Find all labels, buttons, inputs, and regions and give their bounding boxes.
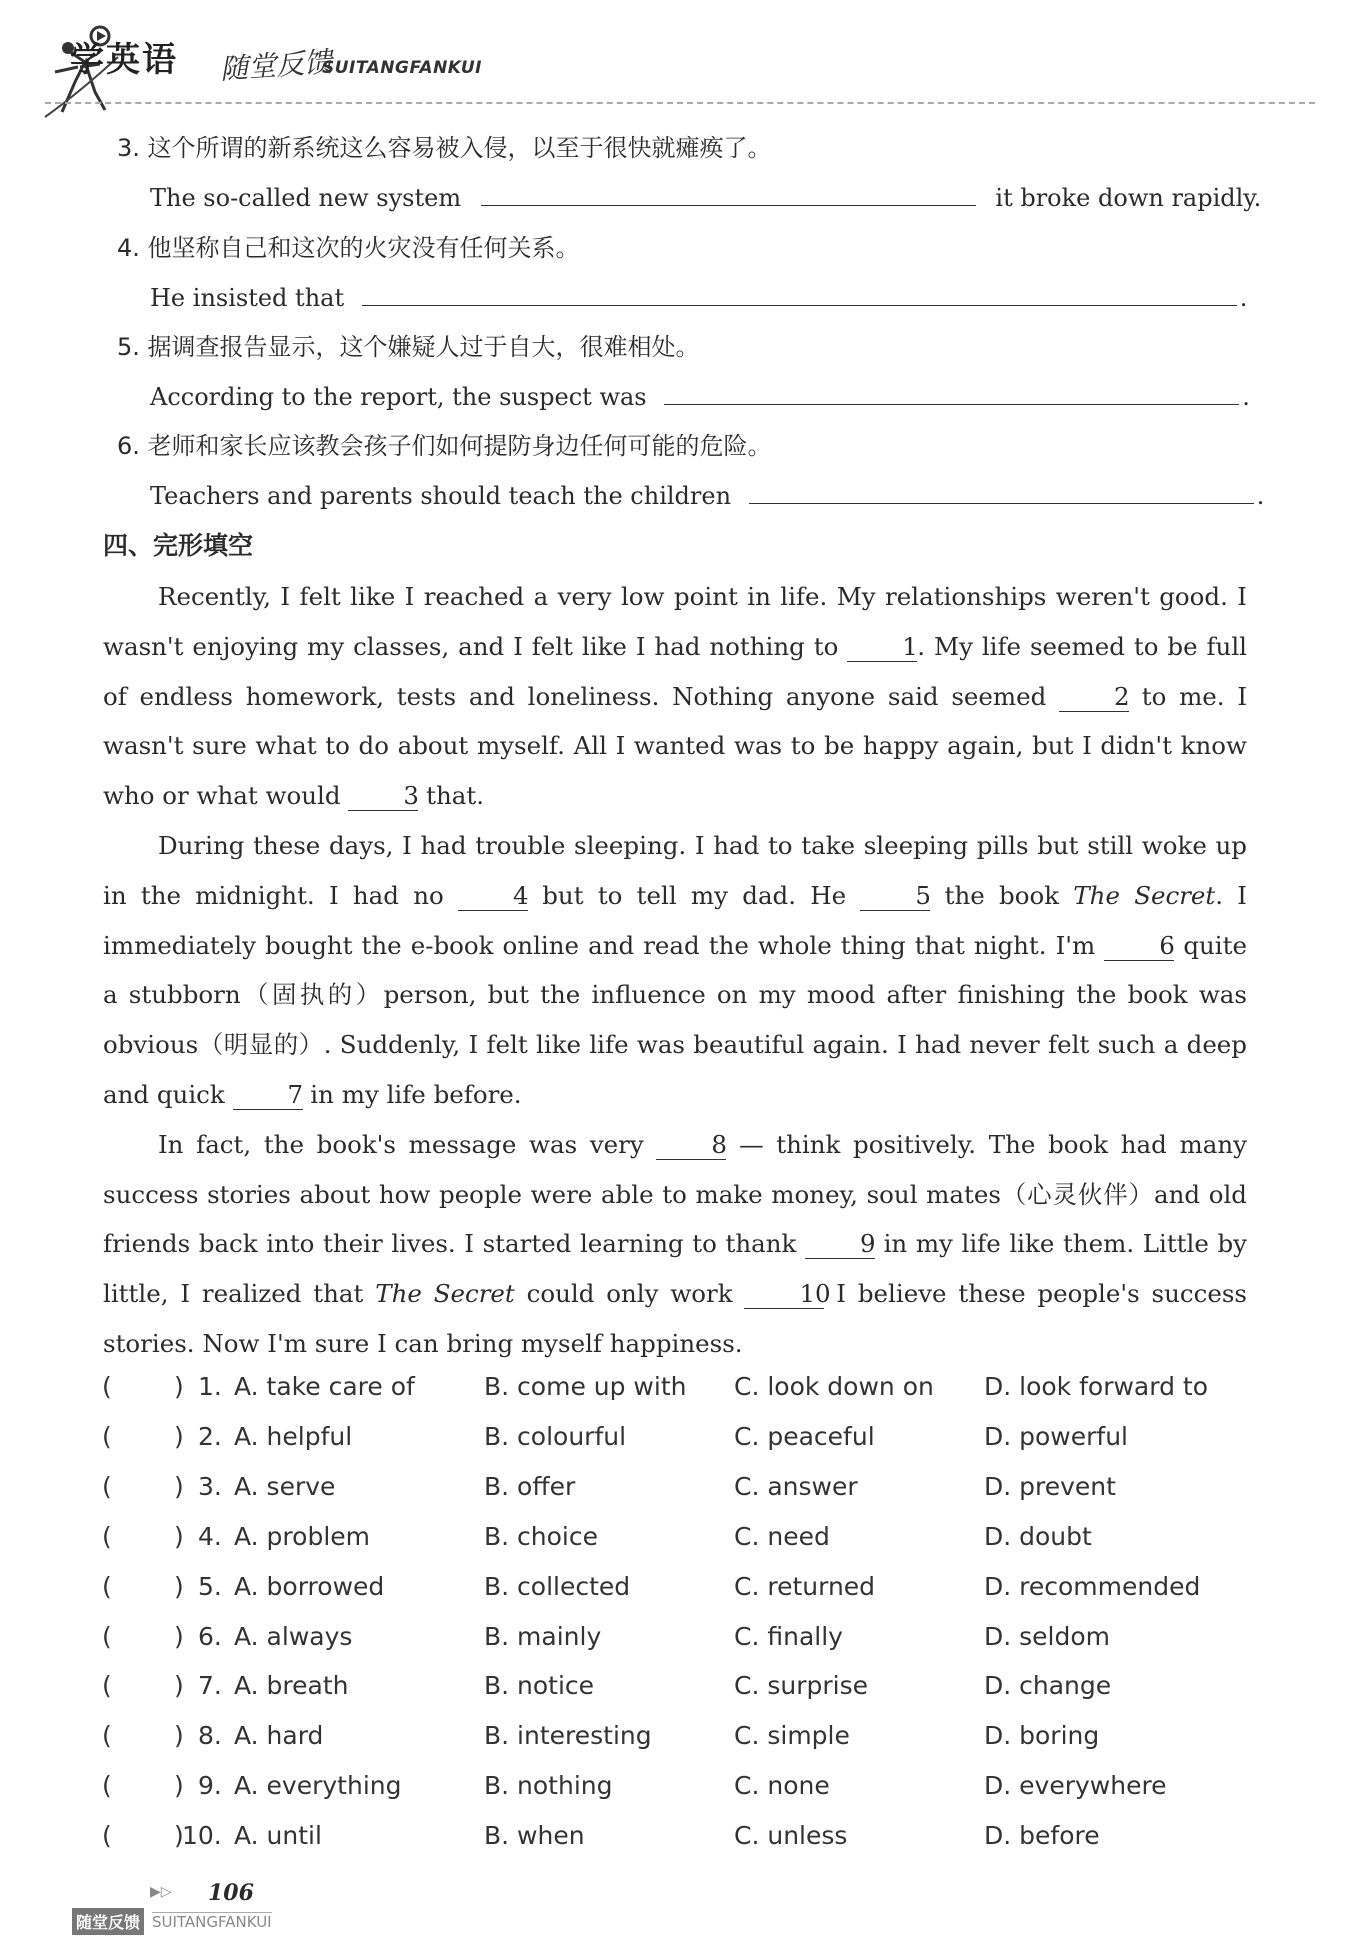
option-d[interactable]: D. everywhere: [984, 1771, 1167, 1801]
answer-bracket-close: ): [174, 1721, 184, 1751]
question-number: 10.: [182, 1821, 222, 1851]
section-title: 四、完形填空: [103, 531, 254, 560]
translation-item-3-en: The so-called new system it broke down rapidly.: [150, 184, 1262, 212]
option-a[interactable]: A. serve: [234, 1471, 336, 1501]
option-a[interactable]: A. helpful: [234, 1421, 353, 1451]
option-b[interactable]: B. come up with: [484, 1372, 687, 1401]
logo-subtitle: 随堂反馈: [219, 45, 334, 86]
option-d[interactable]: D. doubt: [984, 1521, 1092, 1551]
blank-2[interactable]: 2: [1059, 683, 1129, 712]
option-a[interactable]: A. everything: [234, 1771, 402, 1801]
option-c[interactable]: C. unless: [734, 1821, 848, 1851]
translation-item-4-en: He insisted that .: [150, 284, 1248, 312]
answer-blank[interactable]: [749, 481, 1254, 504]
answer-bracket-open[interactable]: (: [102, 1721, 112, 1751]
paragraph-1: Recently, I felt like I reached a very low point in life. My relationships weren't good. I wasn't enjoying my classes, and I felt like I had nothing to 1. My life seemed to be full of endless homework, tests and loneliness. Nothing anyone said seemed 2 to me. I wasn't sure what to do about myself. All I wanted was to be happy again, but I didn't know who or what would 3 that.: [103, 582, 1247, 811]
answer-bracket-close: ): [174, 1671, 184, 1701]
answer-bracket-open[interactable]: (: [102, 1571, 112, 1601]
blank-9[interactable]: 9: [805, 1230, 875, 1259]
question-number: 8.: [198, 1721, 222, 1751]
option-c[interactable]: C. none: [734, 1771, 830, 1801]
option-a[interactable]: A. borrowed: [234, 1571, 385, 1601]
translation-item-4-cn: 4. 他坚称自己和这次的火灾没有任何关系。: [117, 234, 580, 262]
answer-bracket-close: ): [174, 1471, 184, 1501]
blank-5[interactable]: 5: [860, 882, 930, 911]
option-b[interactable]: B. collected: [484, 1571, 631, 1601]
translation-item-5-cn: 5. 据调查报告显示，这个嫌疑人过于自大，很难相处。: [117, 333, 700, 361]
logo-title: 学英语: [70, 40, 178, 80]
question-number: 5.: [198, 1571, 222, 1601]
answer-bracket-open[interactable]: (: [102, 1821, 112, 1851]
answer-bracket-open[interactable]: (: [102, 1521, 112, 1551]
answer-bracket-open[interactable]: (: [102, 1671, 112, 1701]
question-number: 7.: [198, 1671, 222, 1701]
option-d[interactable]: D. recommended: [984, 1571, 1201, 1601]
option-d[interactable]: D. before: [984, 1821, 1100, 1851]
header-divider: [45, 102, 1315, 104]
answer-bracket-close: ): [174, 1771, 184, 1801]
paragraph-2: During these days, I had trouble sleeping. I had to take sleeping pills but still woke up in the midnight. I had no 4 but to tell my dad. He 5 the book The Secret. I immediately bought the e-book online and read the whole thing that night. I'm 6 quite a stubborn（固执的）person, but the influence on my mood after finishing the book was obvious（明显的）. Suddenly, I felt like life was beautiful again. I had never felt such a deep and quick 7 in my life before.: [103, 830, 1247, 1109]
option-row: [102, 1372, 1282, 1412]
answer-bracket-open[interactable]: (: [102, 1771, 112, 1801]
answer-blank[interactable]: [362, 283, 1237, 306]
option-row: [102, 1671, 1282, 1711]
option-b[interactable]: B. when: [484, 1821, 585, 1851]
option-c[interactable]: C. need: [734, 1521, 830, 1551]
translation-item-5-en: According to the report, the suspect was .: [150, 383, 1250, 411]
translation-item-3-cn: 3. 这个所谓的新系统这么容易被入侵，以至于很快就瘫痪了。: [117, 134, 772, 162]
blank-6[interactable]: 6: [1104, 932, 1174, 961]
option-row: [102, 1622, 1282, 1662]
translation-item-6-cn: 6. 老师和家长应该教会孩子们如何提防身边任何可能的危险。: [117, 432, 772, 460]
footer-badge: 随堂反馈: [72, 1908, 144, 1935]
option-b[interactable]: B. choice: [484, 1521, 599, 1551]
answer-bracket-close: ): [174, 1372, 184, 1401]
option-a[interactable]: A. hard: [234, 1721, 324, 1751]
answer-blank[interactable]: [664, 382, 1239, 405]
answer-bracket-close: ): [174, 1421, 184, 1451]
option-row: [102, 1472, 1282, 1512]
blank-8[interactable]: 8: [656, 1131, 726, 1160]
option-row: [102, 1422, 1282, 1462]
option-c[interactable]: C. finally: [734, 1621, 843, 1651]
option-row: [102, 1721, 1282, 1761]
option-d[interactable]: D. look forward to: [984, 1372, 1208, 1401]
blank-4[interactable]: 4: [458, 882, 528, 911]
answer-bracket-close: ): [174, 1821, 184, 1851]
option-c[interactable]: C. answer: [734, 1471, 858, 1501]
option-a[interactable]: A. until: [234, 1821, 322, 1851]
blank-10[interactable]: 10: [744, 1280, 824, 1309]
option-a[interactable]: A. take care of: [234, 1372, 415, 1401]
option-d[interactable]: D. powerful: [984, 1421, 1129, 1451]
option-b[interactable]: B. offer: [484, 1471, 576, 1501]
option-row: [102, 1771, 1282, 1811]
option-c[interactable]: C. simple: [734, 1721, 850, 1751]
answer-bracket-close: ): [174, 1621, 184, 1651]
blank-3[interactable]: 3: [348, 782, 418, 811]
question-number: 6.: [198, 1621, 222, 1651]
option-c[interactable]: C. peaceful: [734, 1421, 875, 1451]
answer-bracket-close: ): [174, 1521, 184, 1551]
option-c[interactable]: C. surprise: [734, 1671, 868, 1701]
page-number: 106: [208, 1880, 254, 1906]
answer-bracket-open[interactable]: (: [102, 1471, 112, 1501]
option-b[interactable]: B. colourful: [484, 1421, 627, 1451]
translation-item-6-en: Teachers and parents should teach the children .: [150, 482, 1265, 510]
option-a[interactable]: A. breath: [234, 1671, 349, 1701]
blank-7[interactable]: 7: [233, 1081, 303, 1110]
triangle-arrows-icon: ▶▷: [150, 1884, 172, 1900]
question-number: 1.: [198, 1372, 222, 1401]
answer-bracket-close: ): [174, 1571, 184, 1601]
option-b[interactable]: B. interesting: [484, 1721, 652, 1751]
question-number: 4.: [198, 1521, 222, 1551]
option-a[interactable]: A. always: [234, 1621, 353, 1651]
question-number: 3.: [198, 1471, 222, 1501]
option-c[interactable]: C. look down on: [734, 1372, 934, 1401]
option-d[interactable]: D. prevent: [984, 1471, 1116, 1501]
blank-1[interactable]: 1: [847, 633, 917, 662]
option-b[interactable]: B. notice: [484, 1671, 595, 1701]
option-d[interactable]: D. change: [984, 1671, 1112, 1701]
answer-bracket-open[interactable]: (: [102, 1621, 112, 1651]
option-b[interactable]: B. nothing: [484, 1771, 613, 1801]
option-a[interactable]: A. problem: [234, 1521, 370, 1551]
option-b[interactable]: B. mainly: [484, 1621, 602, 1651]
answer-bracket-open[interactable]: (: [102, 1372, 112, 1401]
logo-subtitle-en: SUITANGFANKUI: [322, 58, 482, 78]
answer-blank[interactable]: [481, 183, 976, 206]
question-number: 2.: [198, 1421, 222, 1451]
option-c[interactable]: C. returned: [734, 1571, 876, 1601]
option-row: [102, 1572, 1282, 1612]
question-number: 9.: [198, 1771, 222, 1801]
cloze-passage: [103, 572, 1247, 1369]
footer-badge-en: SUITANGFANKUI: [152, 1913, 272, 1931]
option-d[interactable]: D. seldom: [984, 1621, 1111, 1651]
page-header: [0, 0, 1350, 120]
answer-bracket-open[interactable]: (: [102, 1421, 112, 1451]
paragraph-3: In fact, the book's message was very 8 — think positively. The book had many success stories about how people were able to make money, soul mates（心灵伙伴）and old friends back into their lives. I started learning to thank 9 in my life like them. Little by little, I realized that The Secret could only work 10 I believe these people's success stories. Now I'm sure I can bring myself happiness.: [103, 1129, 1247, 1358]
option-row: [102, 1522, 1282, 1562]
option-d[interactable]: D. boring: [984, 1721, 1100, 1751]
option-row: [102, 1821, 1282, 1861]
